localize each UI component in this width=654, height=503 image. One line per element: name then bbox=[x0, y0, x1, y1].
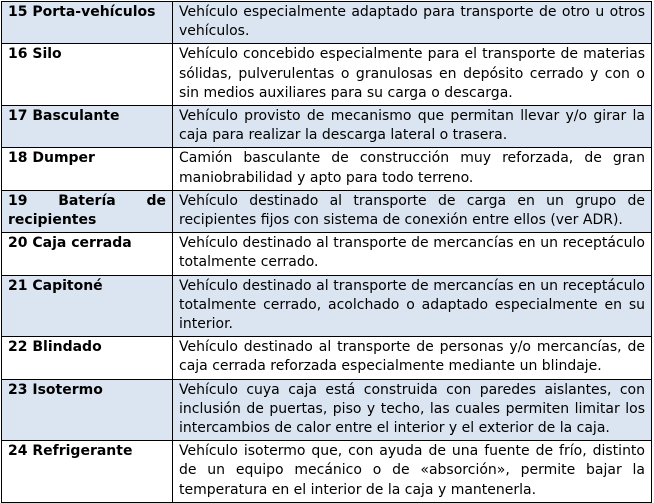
table-row bbox=[2, 2, 652, 44]
vehicle-description: Vehículo cuya caja está construida con paredes aislantes, con inclusión de puertas, piso y techo, las cuales permiten limitar los intercambios de calor entre el interior y el exterior de la caja. bbox=[173, 379, 652, 441]
vehicle-term: 24 Refrigerante bbox=[2, 441, 173, 503]
table-row bbox=[2, 379, 652, 441]
vehicle-types-table bbox=[1, 1, 652, 503]
vehicle-description: Vehículo provisto de mecanismo que permitan llevar y/o girar la caja para realizar la descarga lateral o trasera. bbox=[173, 106, 652, 148]
table-row bbox=[2, 441, 652, 503]
vehicle-term: 19 Batería de recipientes bbox=[2, 190, 173, 232]
vehicle-term: 22 Blindado bbox=[2, 337, 173, 379]
vehicle-description: Vehículo concebido especialmente para el transporte de materias sólidas, pulverulentas o granulosas en depósito cerrado y con o sin medios auxiliares para su carga o descarga. bbox=[173, 44, 652, 106]
vehicle-term: 18 Dumper bbox=[2, 148, 173, 190]
table-row bbox=[2, 275, 652, 337]
vehicle-description: Vehículo especialmente adaptado para transporte de otro u otros vehículos. bbox=[173, 2, 652, 44]
table-row bbox=[2, 106, 652, 148]
vehicle-description: Vehículo destinado al transporte de mercancías en un receptáculo totalmente cerrado, acolchado o adaptado especialmente en su interior. bbox=[173, 275, 652, 337]
vehicle-term: 15 Porta-vehículos bbox=[2, 2, 173, 44]
vehicle-term: 21 Capitoné bbox=[2, 275, 173, 337]
vehicle-term: 16 Silo bbox=[2, 44, 173, 106]
table-row bbox=[2, 190, 652, 232]
vehicle-description: Camión basculante de construcción muy reforzada, de gran maniobrabilidad y apto para todo terreno. bbox=[173, 148, 652, 190]
table-row bbox=[2, 337, 652, 379]
table-row bbox=[2, 233, 652, 275]
vehicle-description: Vehículo destinado al transporte de personas y/o mercancías, de caja cerrada reforzada especialmente mediante un blindaje. bbox=[173, 337, 652, 379]
table-row bbox=[2, 148, 652, 190]
vehicle-term: 20 Caja cerrada bbox=[2, 233, 173, 275]
vehicle-description: Vehículo isotermo que, con ayuda de una fuente de frío, distinto de un equipo mecánico o de «absorción», permite bajar la temperatura en el interior de la caja y mantenerla. bbox=[173, 441, 652, 503]
vehicle-term: 17 Basculante bbox=[2, 106, 173, 148]
vehicle-description: Vehículo destinado al transporte de mercancías en un receptáculo totalmente cerrado. bbox=[173, 233, 652, 275]
vehicle-term: 23 Isotermo bbox=[2, 379, 173, 441]
table-row bbox=[2, 44, 652, 106]
vehicle-description: Vehículo destinado al transporte de carga en un grupo de recipientes fijos con sistema de conexión entre ellos (ver ADR). bbox=[173, 190, 652, 232]
